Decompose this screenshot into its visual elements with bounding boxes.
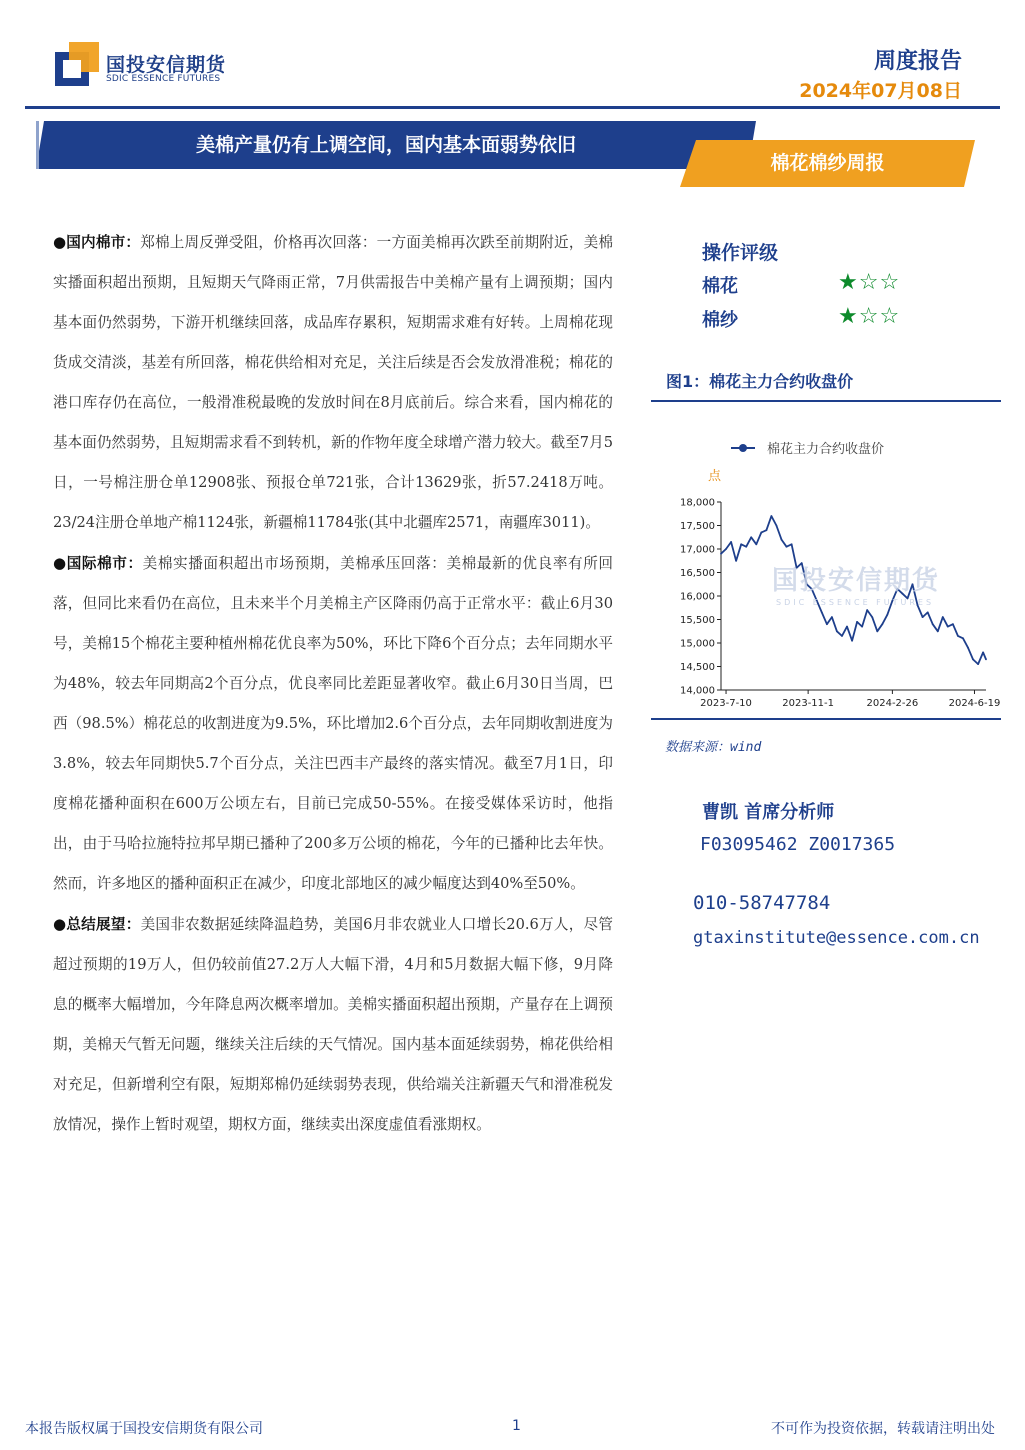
report-category: 棉花棉纱周报 — [770, 152, 885, 174]
data-point — [856, 621, 858, 623]
data-point — [952, 623, 954, 625]
data-point — [922, 616, 924, 618]
bullet-icon: ● — [53, 915, 67, 933]
rating-stars-yarn: ★☆☆ — [838, 304, 901, 329]
data-point — [957, 635, 959, 637]
section-heading: 总结展望： — [66, 916, 141, 933]
data-point — [841, 635, 843, 637]
analyst-name: 曹凯 首席分析师 — [702, 802, 835, 823]
company-name-en: SDIC ESSENCE FUTURES — [106, 74, 221, 84]
report-date: 2024年07月08日 — [799, 80, 962, 102]
footer-disclaimer: 不可作为投资依据，转载请注明出处 — [771, 1421, 995, 1437]
chart-legend — [731, 441, 884, 457]
data-point — [967, 647, 969, 649]
rating-name-cotton: 棉花 — [702, 276, 738, 297]
section-international — [53, 543, 613, 904]
data-point — [871, 616, 873, 618]
data-point — [876, 630, 878, 632]
data-point — [786, 546, 788, 548]
y-tick-label: 14,500 — [680, 662, 715, 673]
data-point — [947, 626, 949, 628]
y-tick-label: 16,500 — [680, 568, 715, 579]
data-point — [942, 616, 944, 618]
y-tick-label: 16,000 — [680, 591, 715, 603]
y-tick-label: 18,000 — [680, 497, 715, 509]
data-point — [750, 536, 752, 538]
analyst-cert: F03095462 Z0017365 — [700, 834, 896, 855]
data-point — [962, 637, 964, 639]
report-type: 周度报告 — [873, 49, 962, 74]
data-point — [755, 543, 757, 545]
rating-name-yarn: 棉纱 — [702, 310, 738, 331]
data-point — [771, 515, 773, 517]
rating-title: 操作评级 — [702, 242, 779, 264]
data-point — [927, 612, 929, 614]
data-point — [720, 553, 722, 555]
data-point — [766, 529, 768, 531]
data-point — [740, 543, 742, 545]
data-point — [776, 525, 778, 527]
section-heading: 国际棉市： — [66, 555, 143, 572]
data-point — [760, 532, 762, 534]
body-text — [53, 222, 613, 1145]
x-tick-label: 2023-11-1 — [782, 698, 835, 709]
data-point — [886, 614, 888, 616]
watermark-text-en: SDIC ESSENCE FUTURES — [776, 598, 935, 607]
data-point — [937, 630, 939, 632]
x-tick-label: 2024-6-19 — [948, 698, 1001, 709]
section-body: 美棉实播面积超出市场预期，美棉承压回落：美棉最新的优良率有所回落，但同比来看仍在高位，且未来半个月美棉主产区降雨仍高于正常水平：截止6月30号，美棉15个棉花主要种植州棉花优良率为50%，环比下降6个百分点；去年同期水平为48%，较去年同期高2个百分点，优良率同比差距显著收窄。截止6月30日当周，巴西（98.5%）棉花总的收割进度为9.5%，环比增加2.6个百分点，去年同期收割进度为3.8%，较去年同期快5.7个百分点，关注巴西丰产最终的落实情况。截至7月1日，印度棉花播种面积在600万公顷左右，目前已完成50-55%。在接受媒体采访时，他指出，由于马哈拉施特拉邦早期已播种了200多万公顷的棉花，今年的已播种比去年快。然而，许多地区的播种面积正在减少，印度北部地区的减少幅度达到40%至50%。 — [53, 555, 613, 892]
figure-title: 图1：棉花主力合约收盘价 — [666, 372, 854, 391]
analyst-phone: 010-58747784 — [693, 892, 831, 914]
report-title: 美棉产量仍有上调空间，国内基本面弱势依旧 — [195, 134, 576, 156]
footer-copyright: 本报告版权属于国投安信期货有限公司 — [25, 1421, 263, 1437]
y-tick-label: 15,000 — [680, 638, 715, 650]
section-heading: 国内棉市： — [66, 234, 141, 251]
data-point — [725, 548, 727, 550]
header-divider — [25, 106, 1000, 109]
figure-rule-top — [651, 400, 1001, 402]
x-tick-label: 2024-2-26 — [866, 698, 919, 709]
section-summary — [53, 904, 613, 1145]
y-axis-label: 点 — [708, 469, 722, 484]
company-name-cn: 国投安信期货 — [106, 54, 227, 76]
page-number: 1 — [512, 1418, 521, 1434]
data-point — [836, 630, 838, 632]
data-point — [932, 623, 934, 625]
data-point — [977, 663, 979, 665]
y-tick-label: 15,500 — [680, 615, 715, 626]
data-point — [745, 546, 747, 548]
y-tick-label: 14,000 — [680, 685, 715, 697]
data-point — [781, 539, 783, 541]
analyst-email[interactable]: gtaxinstitute@essence.com.cn — [693, 928, 980, 948]
bullet-icon: ● — [53, 233, 67, 251]
y-tick-label: 17,500 — [680, 521, 715, 532]
legend-marker — [739, 444, 747, 452]
data-point — [821, 612, 823, 614]
data-point — [831, 616, 833, 618]
data-point — [985, 659, 987, 661]
data-point — [972, 659, 974, 661]
data-point — [982, 652, 984, 654]
data-point — [861, 626, 863, 628]
x-tick-label: 2023-7-10 — [700, 698, 752, 709]
bullet-icon: ● — [53, 554, 67, 572]
data-point — [866, 609, 868, 611]
section-domestic — [53, 222, 613, 543]
section-body: 郑棉上周反弹受阻，价格再次回落：一方面美棉再次跌至前期附近，美棉实播面积超出预期，且短期天气降雨正常，7月供需报告中美棉产量有上调预期；国内基本面仍然弱势，下游开机继续回落，成品库存累积，短期需求难有好转。上周棉花现货成交清淡，基差有所回落，棉花供给相对充足，关注后续是否会发放滑准税；棉花的港口库存仍在高位，一般滑准税最晚的发放时间在8月底前后。综合来看，国内棉花的基本面仍然弱势，且短期需求看不到转机，新的作物年度全球增产潜力较大。截至7月5日，一号棉注册仓单12908张、预报仓单721张，合计13629张，折57.2418万吨。23/24注册仓单地产棉1124张，新疆棉11784张(其中北疆库2571，南疆库3011)。 — [53, 234, 613, 531]
figure-rule-bottom — [651, 718, 1001, 720]
y-tick-label: 17,000 — [680, 544, 715, 556]
watermark-text: 国投安信期货 — [772, 566, 941, 596]
data-point — [791, 543, 793, 545]
section-body: 美国非农数据延续降温趋势，美国6月非农就业人口增长20.6万人，尽管超过预期的19万人，但仍较前值27.2万人大幅下滑，4月和5月数据大幅下修，9月降息的概率大幅增加，今年降息两次概率增加。美棉实播面积超出预期，产量存在上调预期，美棉天气暂无问题，继续关注后续的天气情况。国内基本面延续弱势，棉花供给相对充足，但新增利空有限，短期郑棉仍延续弱势表现，供给端关注新疆天气和滑准税发放情况，操作上暂时观望，期权方面，继续卖出深度虚值看涨期权。 — [53, 916, 613, 1133]
company-logo-icon — [55, 42, 99, 86]
data-point — [826, 623, 828, 625]
data-point — [735, 560, 737, 562]
data-point — [881, 623, 883, 625]
data-source: 数据来源：wind — [665, 740, 762, 755]
legend-label: 棉花主力合约收盘价 — [767, 442, 885, 457]
data-point — [730, 541, 732, 543]
rating-stars-cotton: ★☆☆ — [838, 270, 901, 295]
data-point — [851, 640, 853, 642]
data-point — [846, 626, 848, 628]
